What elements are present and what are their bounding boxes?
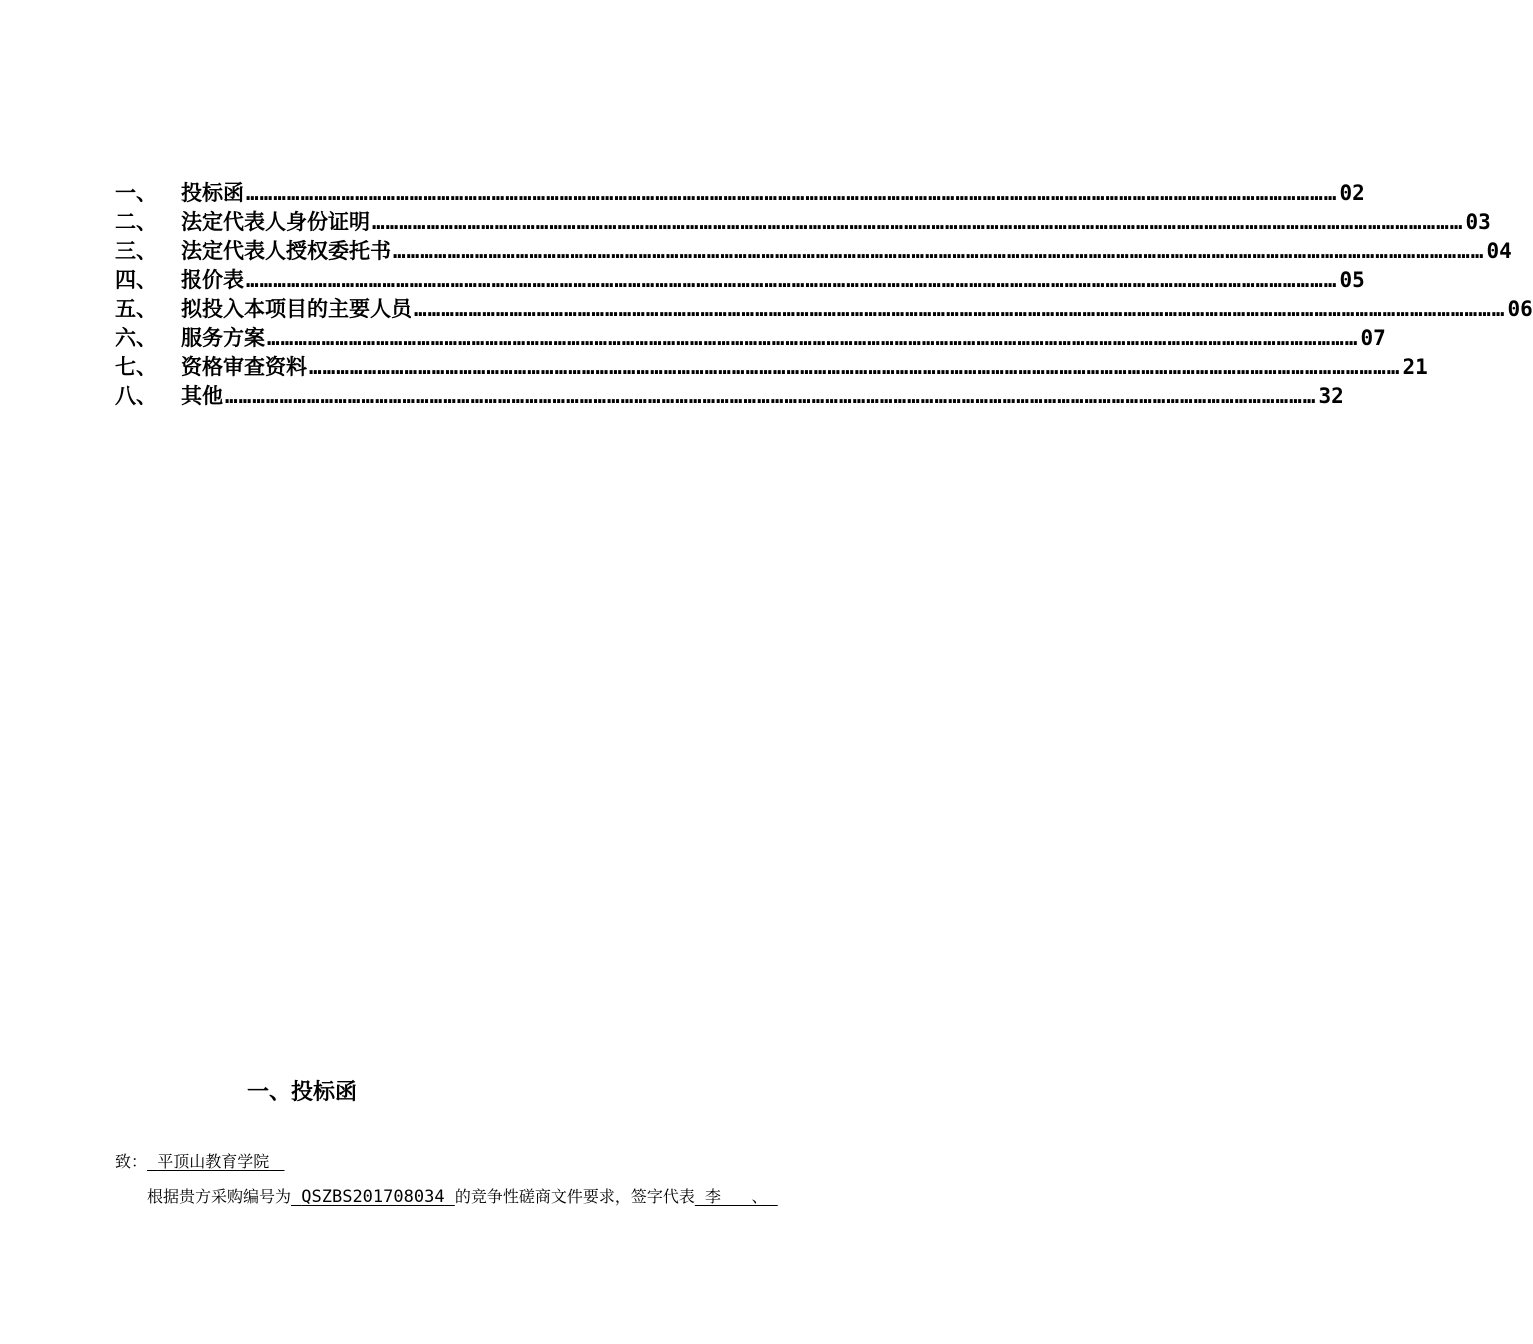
body-prefix: 根据贵方采购编号为 (147, 1187, 292, 1206)
toc-leader-dots: …………………………………………………………………………………………………………………………………………………………………………………………………………………… (393, 239, 1485, 263)
addressee-label: 致： (115, 1152, 148, 1171)
toc-leader-dots: …………………………………………………………………………………………………………………………………………………………………………………………………………………… (372, 210, 1464, 234)
toc-item-title: 资格审查资料 (181, 355, 307, 379)
toc-item-number: 一、 (115, 181, 157, 205)
table-of-contents (115, 179, 1533, 411)
section-heading: 一、投标函 (247, 1080, 358, 1105)
toc-item-page: 21 (1402, 355, 1428, 379)
toc-item (115, 353, 1428, 382)
toc-item-page: 05 (1339, 268, 1365, 292)
procurement-code: QSZBS201708034 (301, 1187, 445, 1207)
toc-leader-dots: …………………………………………………………………………………………………………………………………………………………………………………………………………………… (246, 268, 1338, 292)
toc-item-title: 拟投入本项目的主要人员 (181, 297, 412, 321)
addressee-line (115, 1150, 284, 1174)
toc-item (115, 382, 1344, 411)
addressee-value: 平顶山教育学院 (157, 1152, 270, 1171)
letter-body-line (147, 1184, 778, 1210)
toc-item (115, 295, 1533, 324)
toc-item-title: 服务方案 (181, 326, 265, 350)
toc-item (115, 324, 1386, 353)
representative-name: 李 、 (705, 1187, 768, 1206)
toc-item-number: 八、 (115, 384, 157, 408)
toc-item (115, 266, 1365, 295)
toc-item-number: 二、 (115, 210, 157, 234)
toc-leader-dots: …………………………………………………………………………………………………………………………………………………………………………………………………………………… (267, 326, 1359, 350)
toc-item-page: 32 (1318, 384, 1344, 408)
toc-item-title: 法定代表人授权委托书 (181, 239, 391, 263)
toc-item-page: 03 (1465, 210, 1491, 234)
toc-item-number: 四、 (115, 268, 157, 292)
toc-leader-dots: …………………………………………………………………………………………………………………………………………………………………………………………………………………… (309, 355, 1401, 379)
toc-item-title: 其他 (181, 384, 223, 408)
toc-item-number: 三、 (115, 239, 157, 263)
toc-item-title: 报价表 (181, 268, 244, 292)
body-middle: 的竞争性磋商文件要求，签字代表 (454, 1187, 695, 1206)
toc-item-page: 02 (1339, 181, 1365, 205)
toc-item-number: 六、 (115, 326, 157, 350)
toc-item (115, 208, 1491, 237)
toc-item-page: 04 (1486, 239, 1512, 263)
toc-item-page: 06 (1507, 297, 1533, 321)
toc-item (115, 179, 1365, 208)
toc-item-title: 法定代表人身份证明 (181, 210, 370, 234)
toc-item-number: 五、 (115, 297, 157, 321)
toc-leader-dots: …………………………………………………………………………………………………………………………………………………………………………………………………………………… (246, 181, 1338, 205)
toc-item-page: 07 (1360, 326, 1386, 350)
toc-leader-dots: …………………………………………………………………………………………………………………………………………………………………………………………………………………… (225, 384, 1317, 408)
toc-item (115, 237, 1512, 266)
toc-leader-dots: …………………………………………………………………………………………………………………………………………………………………………………………………………………… (414, 297, 1506, 321)
toc-item-number: 七、 (115, 355, 157, 379)
toc-item-title: 投标函 (181, 181, 244, 205)
